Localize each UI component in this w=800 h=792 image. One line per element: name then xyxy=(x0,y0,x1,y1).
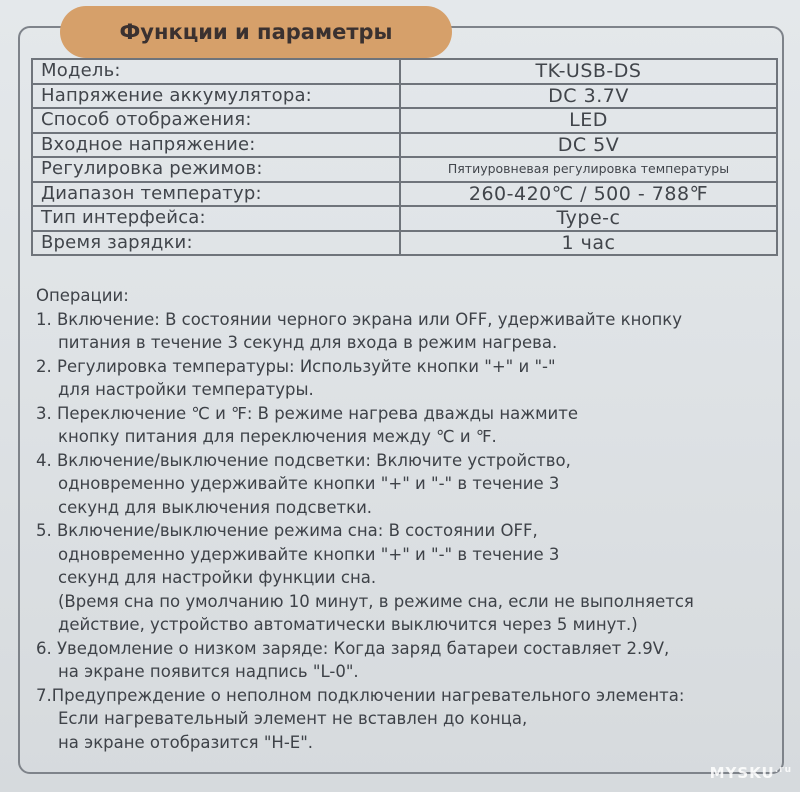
spec-value: Пятиуровневая регулировка температуры xyxy=(400,157,777,182)
operation-line: кнопку питания для переключения между ℃ и ℉. xyxy=(58,427,497,446)
operation-line: питания в течение 3 секунд для входа в режим нагрева. xyxy=(58,333,558,352)
spec-value: 1 час xyxy=(400,231,777,256)
operation-item xyxy=(36,684,778,755)
operation-item xyxy=(36,355,778,402)
specs-table xyxy=(31,58,778,256)
spec-row xyxy=(32,108,777,133)
spec-param: Время зарядки: xyxy=(32,231,400,256)
spec-value: DC 5V xyxy=(400,133,777,158)
spec-row xyxy=(32,206,777,231)
spec-row xyxy=(32,157,777,182)
spec-param: Регулировка режимов: xyxy=(32,157,400,182)
spec-row xyxy=(32,84,777,109)
operations-title: Операции: xyxy=(36,286,129,305)
operation-line: одновременно удерживайте кнопки "+" и "-" в течение 3 xyxy=(58,544,560,564)
operation-line: 7.Предупреждение о неполном подключении нагревательного элемента: xyxy=(36,685,685,705)
operation-line: на экране появится надпись "L-0". xyxy=(58,662,359,681)
operation-line: для настройки температуры. xyxy=(58,380,314,399)
operation-line: 2. Регулировка температуры: Используйте кнопки "+" и "-" xyxy=(36,356,556,376)
spec-value: 260-420℃ / 500 - 788℉ xyxy=(400,182,777,207)
section-title: Функции и параметры xyxy=(60,6,452,58)
operations-list xyxy=(36,308,778,755)
operation-line: 3. Переключение ℃ и ℉: В режиме нагрева дважды нажмите xyxy=(36,403,579,423)
operation-line: секунд для выключения подсветки. xyxy=(58,497,373,517)
spec-row xyxy=(32,59,777,84)
operation-line: (Время сна по умолчанию 10 минут, в режиме сна, если не выполняется xyxy=(58,591,694,611)
spec-param: Тип интерфейса: xyxy=(32,206,400,231)
spec-param: Входное напряжение: xyxy=(32,133,400,158)
operation-line: 5. Включение/выключение режима сна: В состоянии OFF, xyxy=(36,521,538,540)
operation-item xyxy=(36,519,778,637)
operations-section xyxy=(36,284,778,754)
operation-item xyxy=(36,637,778,684)
operation-line: одновременно удерживайте кнопки "+" и "-" в течение 3 xyxy=(58,474,560,493)
spec-value: Type-c xyxy=(400,206,777,231)
operation-line: 6. Уведомление о низком заряде: Когда заряд батареи составляет 2.9V, xyxy=(36,638,670,658)
spec-param: Диапазон температур: xyxy=(32,182,400,207)
watermark: $MYSKU^{.ru}$ xyxy=(709,764,792,782)
spec-row xyxy=(32,231,777,256)
operation-item xyxy=(36,449,778,520)
operation-line: секунд для настройки функции сна. xyxy=(58,568,377,587)
spec-row xyxy=(32,182,777,207)
operation-line: 4. Включение/выключение подсветки: Включите устройство, xyxy=(36,450,571,470)
spec-param: Напряжение аккумулятора: xyxy=(32,84,400,109)
operation-item xyxy=(36,402,778,449)
spec-value: LED xyxy=(400,108,777,133)
spec-param: Способ отображения: xyxy=(32,108,400,133)
spec-row xyxy=(32,133,777,158)
spec-value: TK-USB-DS xyxy=(400,59,777,84)
spec-value: DC 3.7V xyxy=(400,84,777,109)
operation-item xyxy=(36,308,778,355)
operation-line: Если нагревательный элемент не вставлен до конца, xyxy=(58,709,528,728)
operation-line: на экране отобразится "H-E". xyxy=(58,732,314,752)
spec-param: Модель: xyxy=(32,59,400,84)
operation-line: 1. Включение: В состоянии черного экрана или OFF, удерживайте кнопку xyxy=(36,309,683,329)
operation-line: действие, устройство автоматически выключится через 5 минут.) xyxy=(58,615,638,634)
